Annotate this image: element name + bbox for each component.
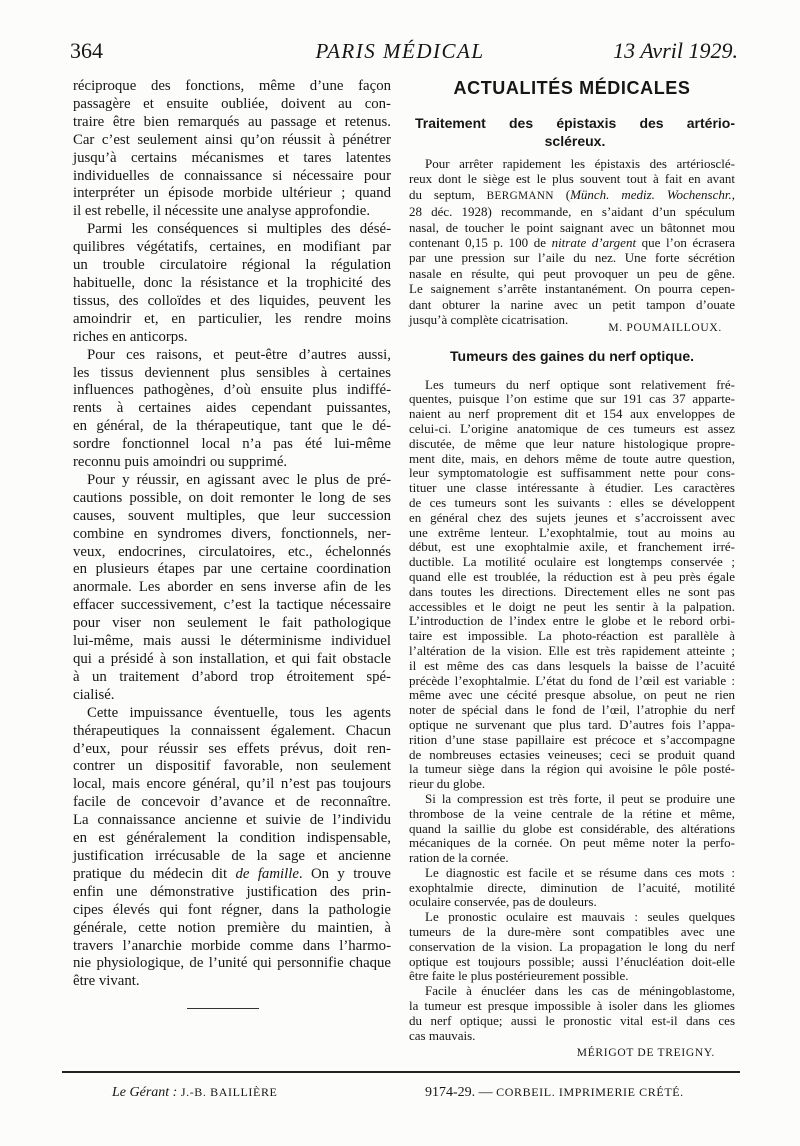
text-line: conservation de la vision. La propagation le long du nerf (409, 938, 735, 954)
text-line: anormale. Les aborder en sens inverse afin de les (73, 579, 391, 596)
text-line: optique est toujours possible; aussi l’énucléation doit-elle (409, 953, 735, 969)
text-line: qui a présidé à son installation, et qui fait obstacle (73, 651, 391, 667)
text-line: ductible. La motilité oculaire est longtemps conservée ; (409, 554, 735, 570)
text-line: début, est une exophtalmie axile, et franchement irré- (409, 539, 735, 555)
text-line: individuelles de connaissance si nécessaire pour (73, 167, 391, 184)
paragraph (409, 792, 735, 866)
text-line: quentes, puisque l’on estime que sur 191 cas 37 apparte- (409, 391, 735, 407)
text-line: réciproque des fonctions, même d’une façon (73, 78, 391, 94)
text-line: il est rebelle, il nécessite une analyse approfondie. (73, 203, 371, 220)
text-line: cautions possible, on doit remonter le long de ses (73, 489, 391, 506)
text-line: cialisé. (73, 686, 115, 703)
paragraph (409, 984, 735, 1043)
page-number: 364 (70, 38, 103, 63)
article-author: MÉRIGOT DE TREIGNY. (576, 1047, 715, 1059)
text-line: d’eux, pour réussir ses effets prévus, doit ren- (73, 740, 391, 757)
text-line: quand elle est troublée, la réduction est à peu près égale (409, 568, 735, 584)
text-line: quand la saillie du globe est considérable, des altérations (409, 820, 735, 836)
text-line: leur symptomatologie est suffisamment nette pour cons- (409, 465, 735, 481)
text-line: passagère et ensuite oubliée, doivent au con- (73, 95, 391, 112)
text-line: Facile à énucléer dans les cas de méningoblastome, (425, 983, 735, 999)
text-line: la tumeur est presque impossible à isoler dans les gliomes (409, 998, 735, 1014)
text-line: Les tumeurs du nerf optique sont relativement fré- (425, 376, 735, 392)
text-line: du nerf optique; aussi le pronostic vital est-il dans ces (409, 1012, 735, 1028)
text-line: justification irrécusable de la sage et ancienne (73, 847, 391, 864)
footer-printer (425, 1083, 684, 1102)
paragraph (73, 347, 391, 472)
article-title-line: Tumeurs des gaines du nerf optique. (450, 348, 694, 364)
text-run: du septum, (409, 186, 487, 202)
text-line: Si la compression est très forte, il peut se produire une (425, 790, 735, 806)
text-line: lui-même, mais aussi le déterminisme individuel (73, 633, 391, 650)
text-line: précède l’exophtalmie. L’état du fond de l’œil est variable : (409, 672, 735, 688)
paragraph (73, 78, 391, 221)
text-line: habituelle, donc la résistance et la trophicité des (73, 274, 391, 291)
section-title: ACTUALITÉS MÉDICALES (453, 78, 691, 98)
text-line: être vivant. (73, 973, 140, 990)
text-line: en général, de la thérapeutique, tant que le dé- (73, 418, 391, 435)
text-line: combine en syndromes divers, fonctionnels, ner- (73, 525, 391, 542)
footer-rule (62, 1071, 740, 1073)
text-line: enfin une démonstrative justification des prin- (73, 883, 391, 900)
text-line: traire être bien remarqués au passage et retenus. (73, 113, 391, 130)
text-line: Car c’est seulement ainsi qu’on réussit à pénétrer (73, 131, 391, 148)
column-end-rule (187, 1008, 259, 1009)
text-line (409, 235, 735, 250)
text-line: L’introduction de l’index entre le globe et le rebord orbi- (409, 613, 735, 629)
text-line: rieur du globe. (409, 776, 486, 792)
text-line: nasale en résulte, qui peut provoquer un peu de gêne. (409, 265, 735, 281)
small-caps-name: BERGMANN (486, 189, 554, 202)
text-line: thrombose de la veine centrale de la rétine et même, (409, 805, 735, 821)
article-title-line: Traitement des épistaxis des artério- (415, 115, 735, 131)
article-title-line: scléreux. (544, 133, 606, 149)
text-line: mécaniques de la cornée. On peut même noter la perfo- (409, 835, 735, 851)
text-line: causes, souvent multiples, que leur succession (73, 507, 391, 524)
paragraph (409, 866, 735, 910)
text-line: jusqu’à complète cicatrisation. (409, 312, 569, 328)
text-line: rition d’une stase papillaire est précoce et s’accompagne (409, 731, 735, 747)
text-line: discutée, de même que leur nature histologique propre- (409, 435, 735, 451)
paragraph (409, 910, 735, 984)
text-line: Le saignement s’arrête instantanément. On pourra cepen- (409, 281, 735, 297)
text-line: La connaissance ancienne et suivie de l’individu (73, 812, 391, 829)
text-line: tissus, des colloïdes et des liquides, peuvent les (73, 292, 391, 309)
text-line: facile de concevoir d’avance et de reconnaître. (73, 794, 391, 811)
text-line: générale, cette notion première du maintien, à (73, 919, 391, 936)
text-line: accessibles et le doigt ne peut les sentir à la palpation. (409, 598, 735, 614)
text-line: de ces tumeurs sont les suivants : elles se développent (409, 494, 735, 510)
text-line: reux dont le siège est le plus souvent tout à fait en avant (409, 171, 735, 187)
text-line: exophtalmie directe, diminution de l’acuité, motilité (409, 879, 735, 895)
text-line: cas mauvais. (409, 1027, 476, 1043)
text-line: effacer successivement, c’est la tactique nécessaire (73, 597, 391, 614)
text-line: taire est impossible. La photo-réaction est parallèle à (409, 628, 735, 644)
italic-text: nitrate d’argent (551, 235, 637, 251)
text-line: en est généralement la condition indispensable, (73, 830, 391, 847)
issue-date: 13 Avril 1929. (613, 38, 738, 63)
text-line: les tissus deviennent plus sensibles à certaines (73, 364, 391, 381)
text-run: ( (553, 186, 571, 202)
text-run: que l’on écrasera (636, 235, 736, 251)
text-line: Pour y réussir, en agissant avec le plus de pré- (87, 471, 391, 488)
italic-text: de famille (235, 865, 299, 882)
italic-text: Münch. mediz. Wochenschr. (570, 186, 732, 202)
text-line: optique ne survenant que plus tard. D’autres fois l’appa- (409, 716, 735, 732)
text-line: quilibres végétatifs, certaines, en modifiant par (73, 239, 391, 256)
article-title (409, 347, 735, 365)
text-line (73, 866, 391, 884)
text-run: pratique du médecin dit (73, 865, 236, 882)
text-line: rents à certaines aides cependant puissantes, (73, 400, 391, 417)
footer-manager-name: J.-B. BAILLIÈRE (180, 1085, 278, 1099)
text-line: oculaire conservée, pas de douleurs. (409, 894, 597, 910)
article-body (409, 156, 735, 327)
footer-manager-label: Le Gérant : (112, 1085, 178, 1100)
text-run: . On y trouve (298, 865, 391, 882)
text-line: celui-ci. L’origine anatomique de ces tumeurs est assez (409, 420, 735, 436)
text-line: même avec une cécité presque absolue, on peut ne rien (409, 687, 735, 703)
text-line: thérapeutiques la connaissent également. Chacun (73, 722, 391, 739)
article-author: M. POUMAILLOUX. (608, 322, 722, 334)
article-body (409, 378, 735, 1044)
text-line: nasal, de toucher le point saignant avec un bâtonnet mou (409, 219, 735, 235)
text-line: Pour arrêter rapidement les épistaxis des artériosclé- (425, 156, 735, 171)
text-line: dans toutes les directions. Directement elles ne sont pas (409, 583, 735, 599)
text-run: contenant 0,15 p. 100 de (409, 235, 552, 251)
text-line: local, mais encore général, qu’il n’est pas toujours (73, 776, 391, 793)
text-line: 28 déc. 1928) recommande, en s’aidant d’un spéculum (409, 204, 735, 220)
text-line: Le pronostic oculaire est mauvais : seules quelques (425, 909, 735, 925)
text-line: cipes élevés qui font régner, dans la pathologie (73, 901, 391, 918)
paragraph (409, 378, 735, 792)
text-line: veux, endocrines, circulatoires, etc., échelonnés (73, 543, 391, 560)
paragraph (73, 221, 391, 346)
text-line: une extrême lenteur. L’exophtalmie, tout au moins au (409, 524, 735, 540)
paragraph (73, 472, 391, 705)
text-line: reconnu puis amoindri ou supprimé. (73, 454, 288, 471)
text-line: Cette impuissance éventuelle, tous les agents (87, 704, 391, 721)
text-run: , (731, 186, 735, 202)
text-line: à un traitement d’abord trop étroitement spé- (73, 668, 391, 685)
text-line: en général chez des sujets jeunes et s’accroissent avec (409, 509, 735, 525)
text-line: pour viser non seulement le fait pathologique (73, 615, 391, 632)
text-line: par une pression sur l’aile du nez. Une forte sécrétion (409, 250, 735, 266)
text-line: sordre fonctionnel local n’a pas été lui-même (73, 436, 391, 453)
text-line: il est même des cas dans lesquels la baisse de l’acuité (409, 657, 735, 673)
text-line: dant obturer la narine avec un petit tampon d’ouate (409, 296, 735, 312)
article-title (409, 114, 735, 150)
text-line (409, 187, 735, 204)
text-line: riches en anticorps. (73, 328, 188, 345)
text-line: tituer une classe intéressante à étudier. Les caractères (409, 480, 735, 496)
text-line: tumeurs de la dure-mère sont compatibles avec une (409, 924, 735, 940)
footer-manager (112, 1083, 277, 1102)
text-line: Parmi les conséquences si multiples des désé- (87, 221, 391, 238)
journal-title: PARIS MÉDICAL (315, 39, 485, 63)
footer-job-number: 9174-29. — (425, 1085, 493, 1100)
text-line: l’altération de la vision. Elle est très rapidement atteinte ; (409, 642, 735, 658)
text-line: la tumeur siège dans la région qui avoisine le pôle posté- (409, 761, 735, 777)
text-line: noter de spécial dans le fond de l’œil, l’atrophie du nerf (409, 702, 735, 718)
text-line: travers l’anarchie morbide comme dans l’harmo- (73, 937, 391, 954)
text-line: ment dite, mais, en dehors même de toute autre question, (409, 450, 735, 466)
text-line: interpréter un épisode morbide ultérieur ; quand (73, 185, 391, 202)
paragraph (409, 156, 735, 327)
text-line: Le diagnostic est facile et se résume dans ces mots : (425, 864, 735, 880)
text-line: ration de la cornée. (409, 850, 509, 866)
footer-printer-name: CORBEIL. IMPRIMERIE CRÉTÉ. (496, 1085, 684, 1099)
text-line: être faite le plus postérieurement possible. (409, 968, 629, 984)
text-line: nie physiologique, de l’unité qui personnifie chaque (73, 955, 391, 972)
text-line: un trouble circulatoire régional la régulation (73, 257, 391, 274)
text-line: Pour ces raisons, et peut-être d’autres aussi, (87, 346, 391, 363)
text-line: naient au nerf proprement dit et 154 aux enveloppes de (409, 406, 735, 422)
text-line: contrer un dispositif favorable, non seulement (73, 758, 391, 775)
paragraph (73, 705, 391, 992)
text-line: en plusieurs étapes par une certaine coordination (73, 561, 391, 578)
text-line: amoindrir et, en particulier, les rendre moins (73, 310, 391, 327)
left-column (73, 78, 391, 991)
text-line: influences pathogènes, d’où ensuite plus indiffé- (73, 382, 391, 399)
text-line: jusqu’à certains mécanismes et tares latentes (73, 149, 391, 166)
text-line: de nombreuses ectasies veineuses; ceci se produit quand (409, 746, 735, 762)
